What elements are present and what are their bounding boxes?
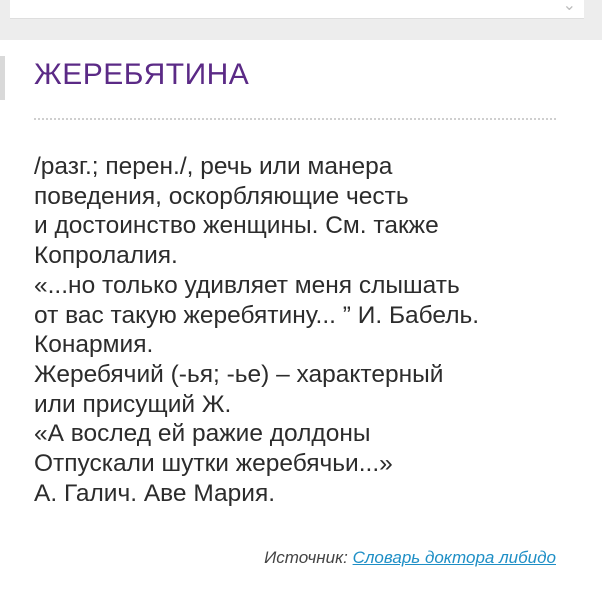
definition-line: или присущий Ж. [34, 390, 232, 418]
definition-line: Копролалия. [34, 242, 178, 270]
definition-line: Жеребячий (-ья; -ье) – характерный [34, 360, 444, 388]
source-label: Источник: [264, 548, 348, 567]
definition-line: Конармия. [34, 331, 154, 359]
definition-line: Отпускали шутки жеребячьи...» [34, 450, 393, 478]
source-link[interactable]: Словарь доктора либидо [352, 548, 556, 567]
definition-line: /разг.; перен./, речь или манера [34, 153, 393, 180]
definition-line: от вас такую жеребятину... ” И. Бабель. [34, 301, 480, 329]
dictionary-entry-card [0, 40, 602, 604]
entry-title: ЖЕРЕБЯТИНА [34, 58, 250, 91]
definition-line: «А вослед ей ражие долдоны [34, 420, 371, 448]
definition-line: А. Галич. Аве Мария. [34, 479, 276, 507]
definition-line: «...но только удивляет меня слышать [34, 271, 460, 299]
chevron-down-icon[interactable]: ⌄ [562, 0, 576, 14]
definition-line: и достоинство женщины. См. также [34, 212, 439, 240]
entry-definition [34, 152, 574, 508]
previous-card-strip [10, 0, 584, 19]
source-attribution [264, 548, 556, 568]
definition-line: поведения, оскорбляющие честь [34, 182, 409, 210]
title-accent-bar [0, 56, 5, 100]
dotted-divider [34, 118, 556, 120]
